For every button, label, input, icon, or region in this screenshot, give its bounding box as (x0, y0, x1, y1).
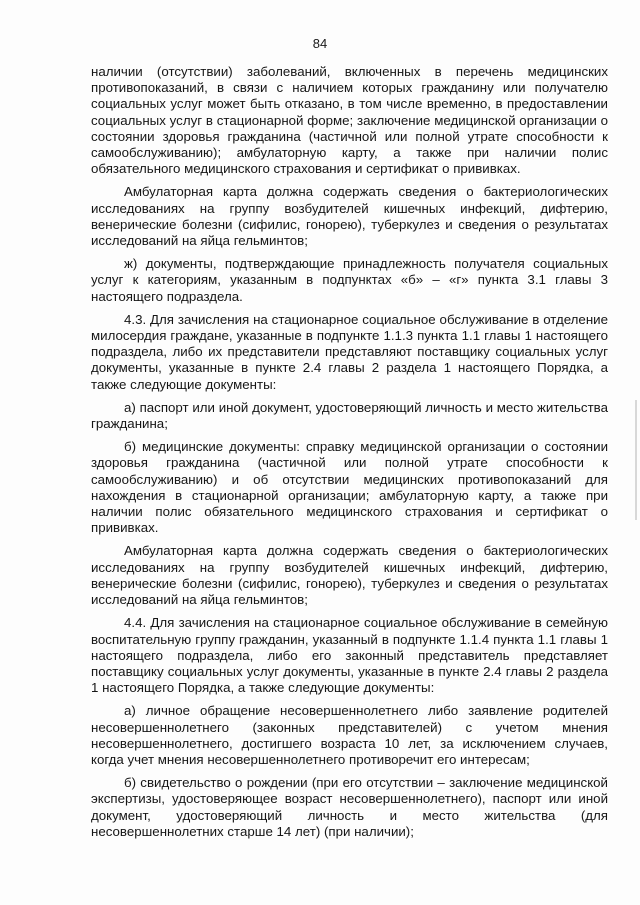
paragraph-6: б) медицинские документы: справку медицинской организации о состоянии здоровья гражданина (частичной или полной утрате способности к самообслуживанию) и об отсутствии медицинских противопоказаний для нахождения в стационарной организации; амбулаторную карту, а также при наличии полис обязательного медицинского страхования и сертификат о прививках. (91, 439, 608, 536)
scan-edge-shadow (635, 400, 637, 520)
paragraph-3: ж) документы, подтверждающие принадлежность получателя социальных услуг к категориям, указанным в подпунктах «б» – «г» пункта 3.1 главы 3 настоящего подраздела. (91, 256, 608, 304)
paragraph-5: а) паспорт или иной документ, удостоверяющий личность и место жительства гражданина; (91, 399, 608, 432)
paragraph-7: Амбулаторная карта должна содержать сведения о бактериологических исследованиях на группу возбудителей кишечных инфекций, дифтерию, венерические болезни (сифилис, гонорею), туберкулез и сведения о результатах исследований на яйца гельминтов; (91, 543, 608, 608)
paragraph-1: наличии (отсутствии) заболеваний, включенных в перечень медицинских противопоказаний, в связи с наличием которых гражданину или получателю социальных услуг может быть отказано, в том числе временно, в предоставлении социальных услуг в стационарной форме; заключение медицинской организации о состоянии здоровья гражданина (частичной или полной утрате способности к самообслуживанию); амбулаторную карту, а также при наличии полис обязательного медицинского страхования и сертификат о прививках. (91, 64, 608, 177)
paragraph-8: 4.4. Для зачисления на стационарное социальное обслуживание в семейную воспитательную группу гражданин, указанный в подпункте 1.1.4 пункта 1.1 главы 1 настоящего подраздела, либо его законный представитель представляет поставщику социальных услуг документы, указанные в пункте 2.4 главы 2 раздела 1 настоящего Порядка, а также следующие документы: (91, 615, 608, 696)
paragraph-2: Амбулаторная карта должна содержать сведения о бактериологических исследованиях на группу возбудителей кишечных инфекций, дифтерию, венерические болезни (сифилис, гонорею), туберкулез и сведения о результатах исследований на яйца гельминтов; (91, 184, 608, 249)
paragraph-10: б) свидетельство о рождении (при его отсутствии – заключение медицинской экспертизы, удостоверяющее возраст несовершеннолетнего), паспорт или иной документ, удостоверяющий личность и место жительства (для несовершеннолетних старше 14 лет) (при наличии); (91, 775, 608, 839)
document-body (91, 64, 608, 847)
paragraph-4: 4.3. Для зачисления на стационарное социальное обслуживание в отделение милосердия граждане, указанные в подпункте 1.1.3 пункта 1.1 главы 1 настоящего подраздела, либо их представители представляют поставщику социальных услуг документы, указанные в пункте 2.4 главы 2 раздела 1 настоящего Порядка, а также следующие документы: (91, 311, 608, 392)
paragraph-9: а) личное обращение несовершеннолетнего либо заявление родителей несовершеннолетнего (законных представителей) с учетом мнения несовершеннолетнего, достигшего возраста 10 лет, за исключением случаев, когда учет мнения несовершеннолетнего противоречит его интересам; (91, 703, 608, 767)
page-number: 84 (312, 36, 328, 51)
